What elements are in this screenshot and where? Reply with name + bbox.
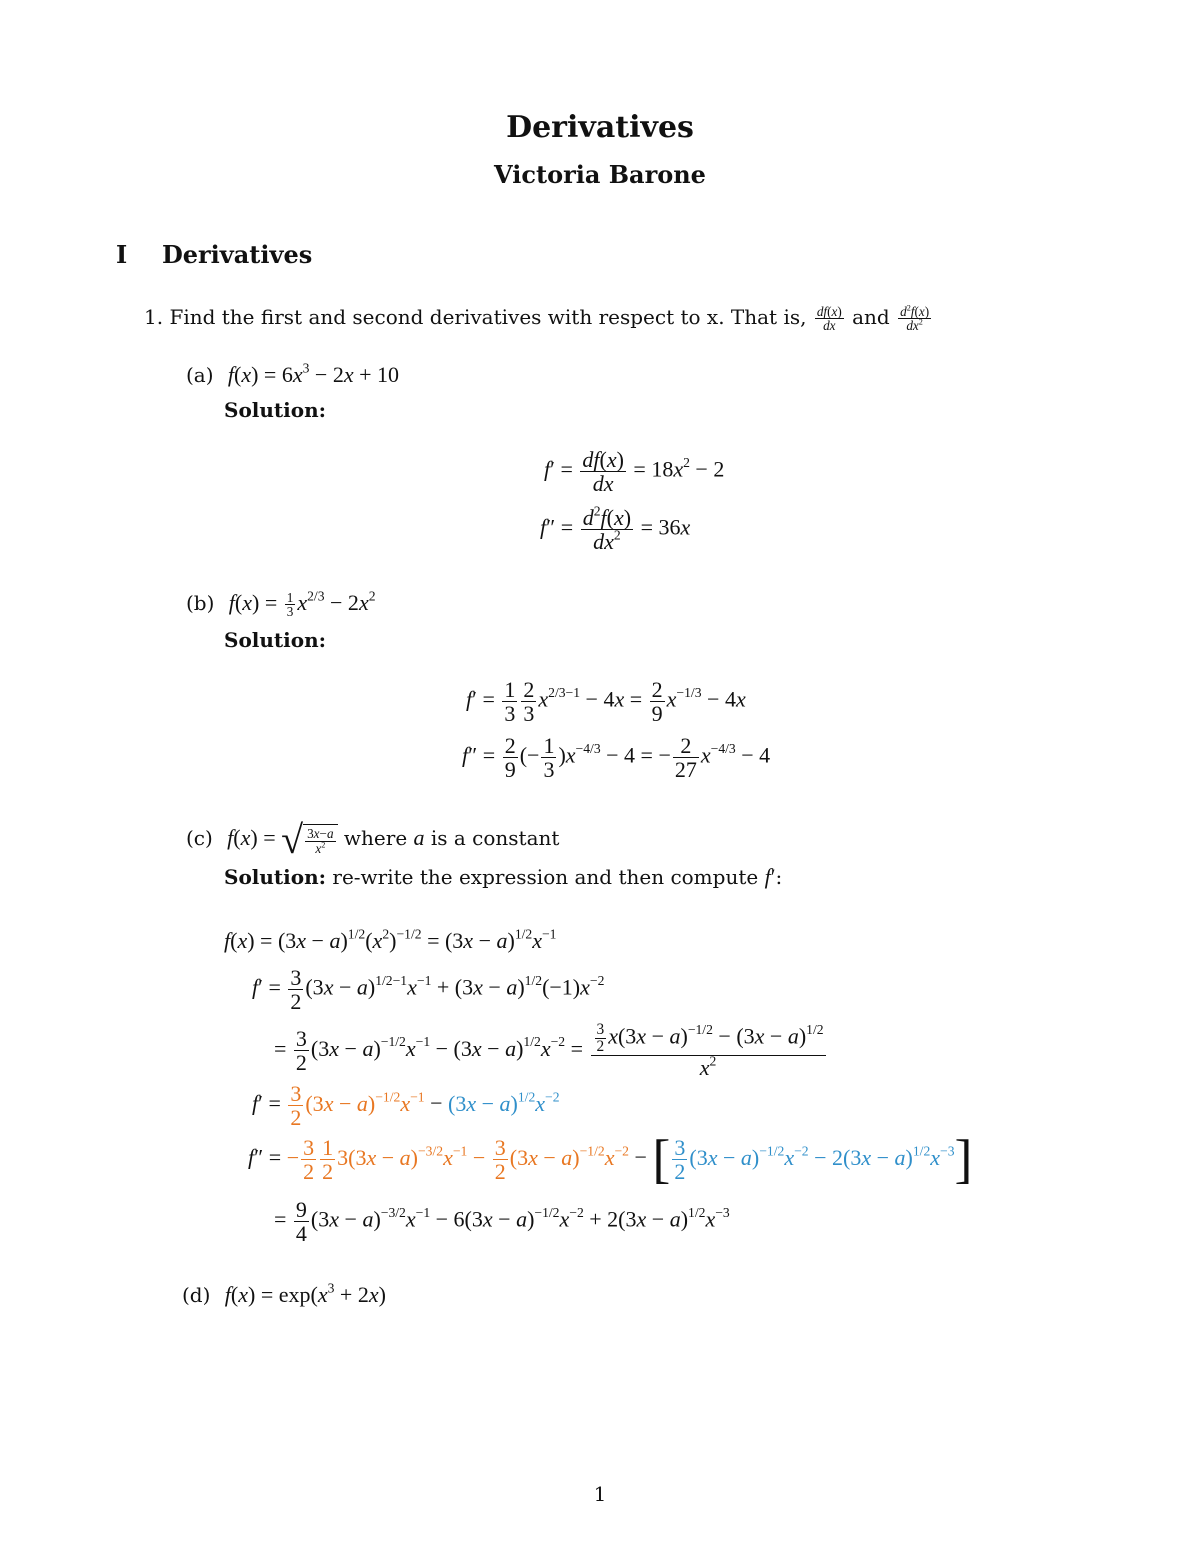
section-title: Derivatives xyxy=(161,240,313,269)
eq-c-second: f″ = − $\frac{3}{2}$ $\frac{1}{2}$ $3(3x - a)^{-3/2}x^{-1}$ − $\frac{3}{2}$ $(3x - a)^{-1/2}x^{-2}$ − [ $\frac{3}{2}$ $(3x - a)^{-1/2}x^{-2} - 2(3x - a)^{1/2}x^{-3}$] xyxy=(248,1129,973,1189)
item-a-label: (a) xyxy=(186,363,214,387)
document-title: Derivatives xyxy=(506,110,694,145)
item-d: (d) $f(x) = \exp(x^3 + 2x)$ xyxy=(182,1280,386,1307)
item-a: (a) $f(x) = 6x^3 - 2x + 10$ xyxy=(186,360,400,387)
question-text: Find the first and second derivatives with respect to x. That is, xyxy=(169,305,807,329)
eq-a-first: f′ = $\frac{df(x)}{dx}$ = $18x^2 - 2$ xyxy=(544,447,725,497)
item-c-where: where xyxy=(343,826,408,851)
item-c: (c) f(x) = √ $\frac{3x-a}{x^2}$ where a is a constant xyxy=(186,817,560,862)
item-b: (b) f(x) = $\frac{1}{3}$ $x^{2/3} - 2x^2$ xyxy=(186,588,376,620)
author-name: Victoria Barone xyxy=(494,160,706,189)
item-d-label: (d) xyxy=(182,1283,211,1307)
eq-a-second: f″ = $\frac{d^2f(x)}{dx^2}$ = 36x xyxy=(540,503,691,555)
solution-a-label: Solution: xyxy=(224,398,327,422)
eq-c-second-result: = $\frac{9}{4}$ $(3x - a)^{-3/2}x^{-1} - 6(3x - a)^{-1/2}x^{-2} + 2(3x - a)^{1/2}x^{-3}$ xyxy=(274,1197,730,1247)
section-number: I xyxy=(116,240,128,269)
item-c-constant: is a constant xyxy=(430,826,560,851)
eq-b-first: f′ = $\frac{1}{3}$ $\frac{2}{3}$ $x^{2/3-1} - 4x$ = $\frac{2}{9}$ $x^{-1/3} - 4x$ xyxy=(466,677,746,727)
item-b-label: (b) xyxy=(186,591,215,615)
question-number: 1. xyxy=(144,305,164,329)
solution-c-line: Solution: re-write the expression and then compute f′: xyxy=(224,864,783,889)
section-heading xyxy=(116,240,312,269)
question-1: 1. Find the first and second derivatives with respect to x. That is, $\frac{df(x)}{dx}$ and $\frac{d^2f(x)}{dx^2}$ xyxy=(144,302,930,334)
page-number: 1 xyxy=(593,1482,607,1506)
question-and: and xyxy=(852,305,890,329)
eq-c-first-2: = $\frac{3}{2}$ $(3x - a)^{-1/2}x^{-1} - (3x - a)^{1/2}x^{-2}$ = $\frac{3}{2}$ $x(3x - a)^{-1/2} - (3x - a)^{1/2}$ $x^2$ xyxy=(274,1021,824,1081)
eq-b-second: f″ = $\frac{2}{9}$ (− $\frac{1}{3}$ )$x^{-4/3} - 4$ = − $\frac{2}{27}$ $x^{-4/3} - 4$ xyxy=(462,733,771,783)
eq-c-rewrite: $f(x) = (3x - a)^{1/2}(x^2)^{-1/2} = (3x - a)^{1/2}x^{-1}$ xyxy=(224,926,557,953)
solution-c-text: re-write the expression and then compute xyxy=(332,865,759,889)
solution-b-label: Solution: xyxy=(224,628,327,652)
item-c-label: (c) xyxy=(186,826,213,851)
eq-c-first-1: f′ = $\frac{3}{2}$ $(3x - a)^{1/2-1}x^{-1} + (3x - a)^{1/2}(-1)x^{-2}$ xyxy=(252,965,605,1015)
eq-c-first-colored: f′ = $\frac{3}{2}$ $(3x - a)^{-1/2}x^{-1} - (3x - a)^{1/2}x^{-2}$ xyxy=(252,1081,560,1131)
